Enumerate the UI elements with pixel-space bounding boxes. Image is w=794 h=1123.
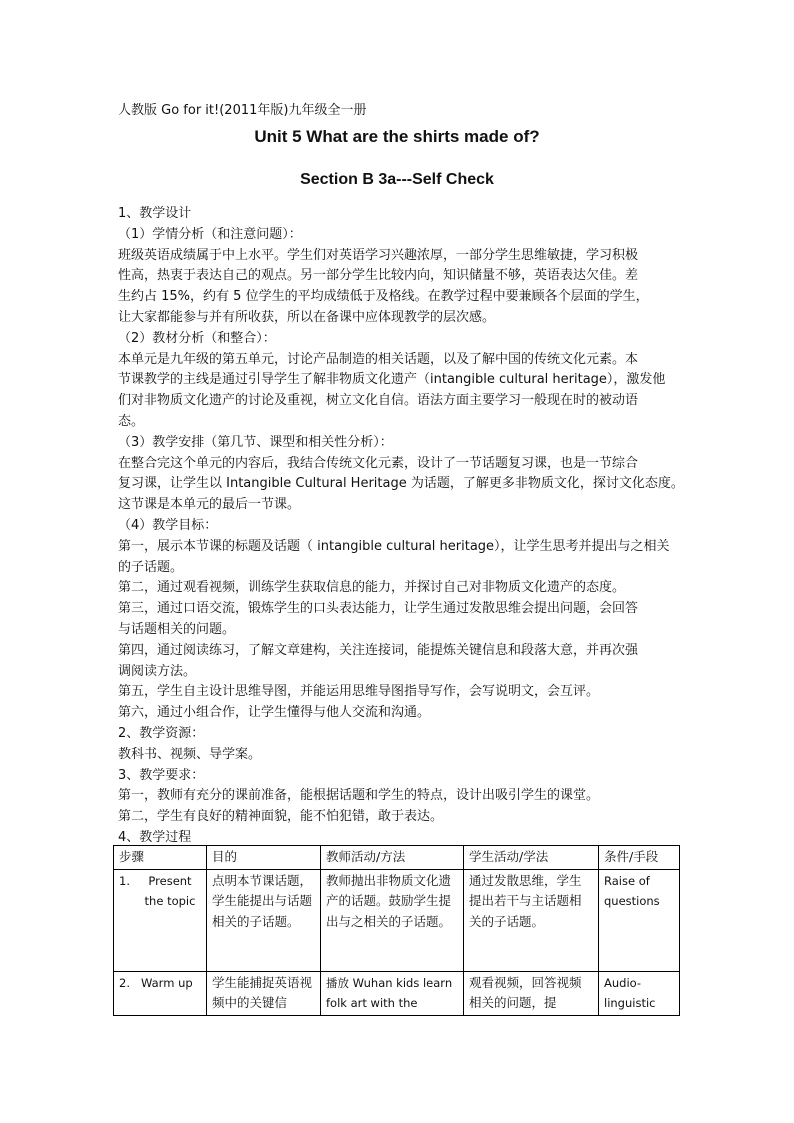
table-header-cell: 学生活动/学法 xyxy=(464,846,599,870)
paragraph-line: 性高，热衷于表达自己的观点。另一部分学生比较内向，知识储量不够，英语表达欠佳。差 xyxy=(118,268,639,284)
table-header-cell: 目的 xyxy=(207,846,321,870)
paragraph-line: 教科书、视频、导学案。 xyxy=(118,746,262,762)
table-row xyxy=(114,869,680,971)
paragraph-line: 第三，通过口语交流，锻炼学生的口头表达能力，让学生通过发散思维会提出问题，会回答 xyxy=(118,601,639,617)
step-name: Present the topic xyxy=(144,873,196,908)
table-cell-means: Audio-linguistic xyxy=(599,971,680,1015)
paragraph-line: 们对非物质文化遗产的讨论及重视，树立文化自信。语法方面主要学习一般现在时的被动语 xyxy=(118,393,639,409)
heading-teaching-resources: 2、教学资源： xyxy=(118,725,205,741)
step-number: 1. xyxy=(119,873,130,888)
paragraph-line: 的子话题。 xyxy=(118,559,184,575)
paragraph-line: 在整合完这个单元的内容后，我结合传统文化元素，设计了一节话题复习课，也是一节综合 xyxy=(118,455,639,471)
paragraph-line: 这节课是本单元的最后一节课。 xyxy=(118,497,301,513)
paragraph-line: 第二，通过观看视频，训练学生获取信息的能力，并探讨自己对非物质文化遗产的态度。 xyxy=(118,580,626,596)
paragraph-line: 与话题相关的问题。 xyxy=(118,621,236,637)
paragraph-line: 本单元是九年级的第五单元，讨论产品制造的相关话题，以及了解中国的传统文化元素。本 xyxy=(118,351,639,367)
paragraph-line: 班级英语成绩属于中上水平。学生们对英语学习兴趣浓厚，一部分学生思维敏捷，学习积极 xyxy=(118,247,639,263)
textbook-edition-line: 人教版 Go for it!(2011年版)九年级全一册 xyxy=(118,103,367,118)
paragraph-line: 第六，通过小组合作，让学生懂得与他人交流和沟通。 xyxy=(118,705,431,721)
paragraph-line: 让大家都能参与并有所收获，所以在备课中应体现教学的层次感。 xyxy=(118,309,496,325)
table-header-cell: 教师活动/方法 xyxy=(321,846,464,870)
heading-teaching-goals: （4）教学目标： xyxy=(118,517,218,533)
unit-title: Unit 5 What are the shirts made of? xyxy=(254,127,540,146)
table-cell-purpose: 点明本节课话题，学生能提出与话题相关的子话题。 xyxy=(207,869,321,971)
table-cell-student: 观看视频，回答视频相关的问题，提 xyxy=(464,971,599,1015)
teaching-process-table xyxy=(113,845,680,1016)
paragraph-line: 节课教学的主线是通过引导学生了解非物质文化遗产（intangible cultural heritage），激发他 xyxy=(118,372,666,388)
table-cell-student: 通过发散思维，学生提出若干与主话题相关的子话题。 xyxy=(464,869,599,971)
paragraph-line: 第四，通过阅读练习，了解文章建构，关注连接词，能提炼关键信息和段落大意，并再次强 xyxy=(118,642,639,658)
table-cell-teacher: 播放 Wuhan kids learn folk art with the xyxy=(321,971,464,1015)
paragraph-line: 生约占 15%，约有 5 位学生的平均成绩低于及格线。在教学过程中要兼顾各个层面的学生， xyxy=(118,289,649,305)
paragraph-line: 第二，学生有良好的精神面貌，能不怕犯错，敢于表达。 xyxy=(118,809,444,825)
paragraph-line: 态。 xyxy=(118,413,145,429)
paragraph-line: 第一，教师有充分的课前准备，能根据话题和学生的特点，设计出吸引学生的课堂。 xyxy=(118,788,600,804)
heading-teaching-design: 1、教学设计 xyxy=(118,206,192,221)
paragraph-line: 第五，学生自主设计思维导图，并能运用思维导图指导写作，会写说明文，会互评。 xyxy=(118,684,600,700)
step-number: 2. xyxy=(119,975,130,990)
table-row xyxy=(114,971,680,1015)
table-cell-step xyxy=(114,869,207,971)
table-cell-means: Raise of questions xyxy=(599,869,680,971)
heading-teaching-arrangement: （3）教学安排（第几节、课型和相关性分析）： xyxy=(118,434,393,450)
table-header-row xyxy=(114,846,680,870)
heading-learner-analysis: （1）学情分析（和注意问题）： xyxy=(118,226,302,242)
table-cell-purpose: 学生能捕捉英语视频中的关键信 xyxy=(207,971,321,1015)
heading-teaching-requirements: 3、教学要求： xyxy=(118,767,205,783)
table-header-cell: 条件/手段 xyxy=(599,846,680,870)
section-title: Section B 3a---Self Check xyxy=(300,171,494,188)
paragraph-line: 调阅读方法。 xyxy=(118,663,197,679)
paragraph-line: 复习课，让学生以 Intangible Cultural Heritage 为话题，了解更多非物质文化，探讨文化态度。 xyxy=(118,476,684,492)
paragraph-line: 第一，展示本节课的标题及话题（ intangible cultural heritage），让学生思考并提出与之相关 xyxy=(118,538,670,554)
document-body xyxy=(118,204,688,849)
heading-material-analysis: （2）教材分析（和整合）： xyxy=(118,330,276,346)
heading-teaching-process: 4、教学过程 xyxy=(118,829,192,845)
table-cell-step xyxy=(114,971,207,1015)
step-name: Warm up xyxy=(141,975,193,990)
table-cell-teacher: 教师抛出非物质文化遗产的话题。鼓励学生提出与之相关的子话题。 xyxy=(321,869,464,971)
table-header-cell: 步骤 xyxy=(114,846,207,870)
